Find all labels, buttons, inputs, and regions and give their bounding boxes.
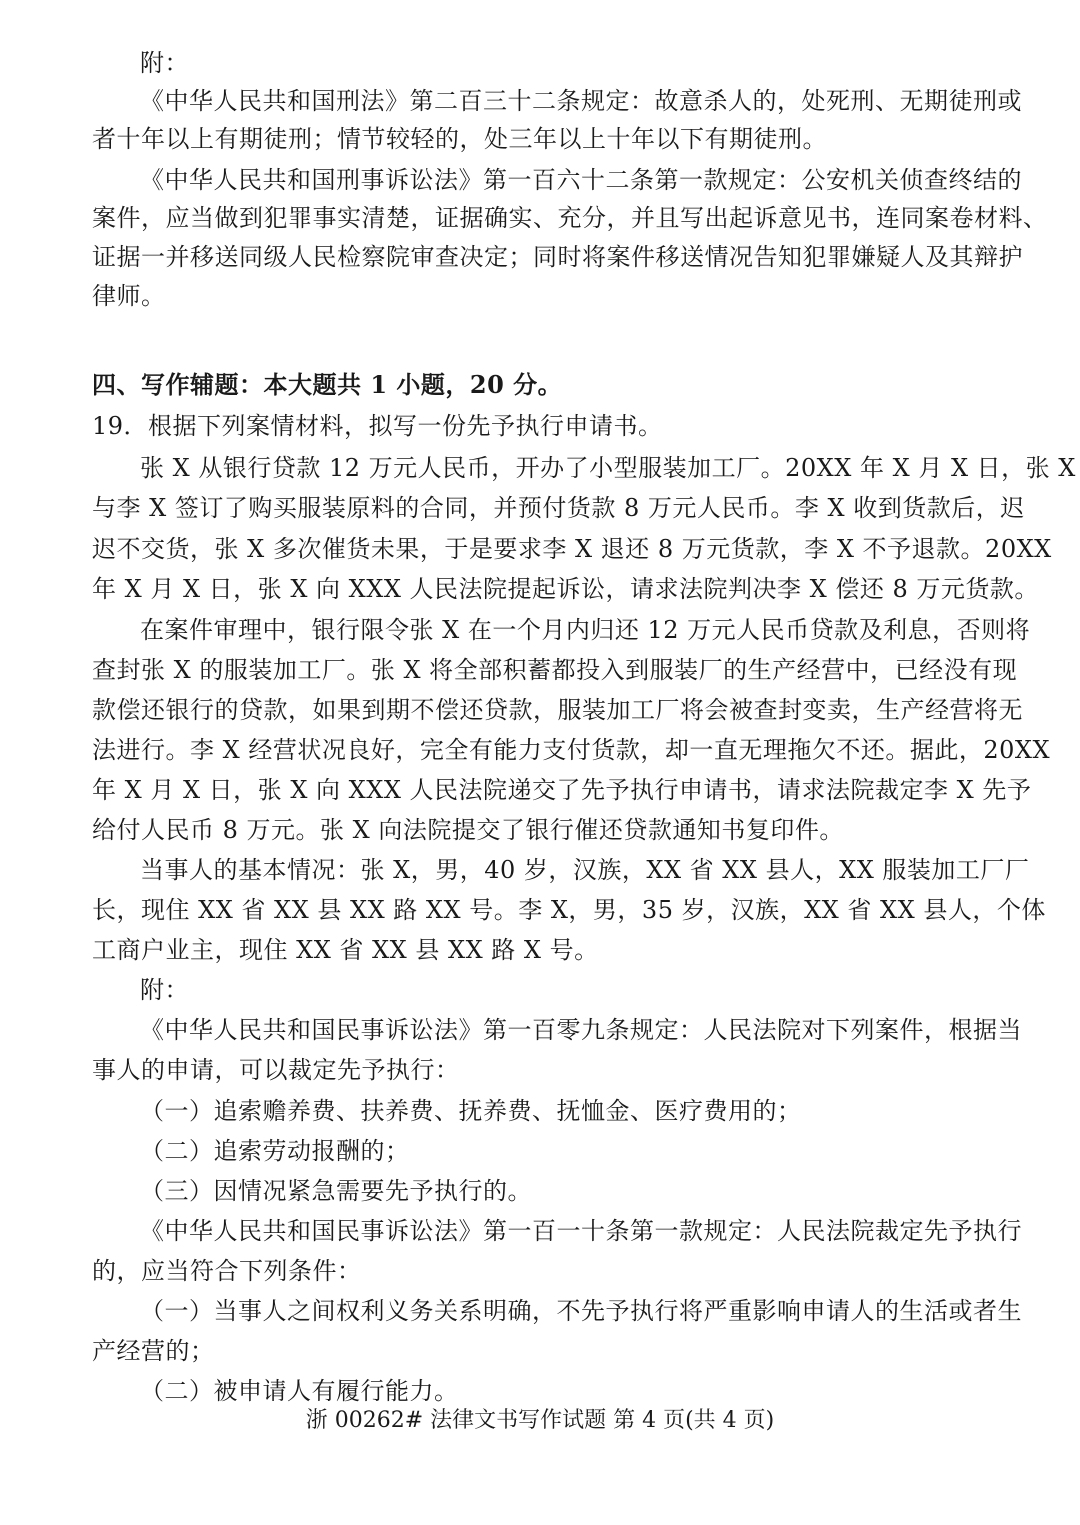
text-line: 年 X 月 X 日，张 X 向 XXX 人民法院递交了先予执行申请书，请求法院裁定李 X 先予 — [92, 776, 1032, 804]
text-line: 《中华人民共和国刑事诉讼法》第一百六十二条第一款规定：公安机关侦查终结的 — [140, 166, 1022, 194]
list-item: （一）当事人之间权利义务关系明确，不先予执行将严重影响申请人的生活或者生 — [140, 1297, 1022, 1325]
text-line: 与李 X 签订了购买服装原料的合同，并预付货款 8 万元人民币。李 X 收到货款后，迟 — [92, 494, 1025, 522]
text-line: 给付人民币 8 万元。张 X 向法院提交了银行催还贷款通知书复印件。 — [92, 816, 844, 844]
text-line: 年 X 月 X 日，张 X 向 XXX 人民法院提起诉讼，请求法院判决李 X 偿还 8 万元货款。 — [92, 575, 1039, 603]
text-line: 查封张 X 的服装加工厂。张 X 将全部积蓄都投入到服装厂的生产经营中，已经没有现 — [92, 656, 1018, 684]
text-line: 长，现住 XX 省 XX 县 XX 路 XX 号。李 X，男，35 岁，汉族，XX 省 XX 县人，个体 — [92, 896, 1046, 924]
text-line: 者十年以上有期徒刑；情节较轻的，处三年以上十年以下有期徒刑。 — [92, 125, 827, 153]
text-line: 事人的申请，可以裁定先予执行： — [92, 1056, 460, 1084]
text-line: 款偿还银行的贷款，如果到期不偿还贷款，服装加工厂将会被查封变卖，生产经营将无 — [92, 696, 1023, 724]
list-item: （三）因情况紧急需要先予执行的。 — [140, 1177, 532, 1205]
appendix-label: 附： — [140, 49, 189, 77]
list-item: （一）追索赡养费、扶养费、抚养费、抚恤金、医疗费用的； — [140, 1097, 802, 1125]
text-line: 的，应当符合下列条件： — [92, 1257, 362, 1285]
text-line: 证据一并移送同级人民检察院审查决定；同时将案件移送情况告知犯罪嫌疑人及其辩护 — [92, 243, 1023, 271]
question-prompt: 19．根据下列案情材料，拟写一份先予执行申请书。 — [92, 412, 663, 440]
text-line: 产经营的； — [92, 1337, 215, 1365]
appendix-label: 附： — [140, 976, 189, 1004]
text-line: 工商户业主，现住 XX 省 XX 县 XX 路 X 号。 — [92, 936, 599, 964]
text-line: 《中华人民共和国民事诉讼法》第一百零九条规定：人民法院对下列案件，根据当 — [140, 1016, 1022, 1044]
list-item: （二）追索劳动报酬的； — [140, 1137, 410, 1165]
text-line: 案件，应当做到犯罪事实清楚，证据确实、充分，并且写出起诉意见书，连同案卷材料、 — [92, 204, 1048, 232]
list-item: （二）被申请人有履行能力。 — [140, 1377, 459, 1405]
text-line: 当事人的基本情况：张 X，男，40 岁，汉族，XX 省 XX 县人，XX 服装加工厂厂 — [140, 856, 1030, 884]
text-line: 在案件审理中，银行限令张 X 在一个月内归还 12 万元人民币贷款及利息，否则将 — [140, 616, 1031, 644]
text-line: 《中华人民共和国民事诉讼法》第一百一十条第一款规定：人民法院裁定先予执行 — [140, 1217, 1022, 1245]
text-line: 《中华人民共和国刑法》第二百三十二条规定：故意杀人的，处死刑、无期徒刑或 — [140, 87, 1022, 115]
section-heading: 四、写作辅题：本大题共 1 小题，20 分。 — [92, 370, 563, 399]
text-line: 律师。 — [92, 282, 166, 310]
text-line: 张 X 从银行贷款 12 万元人民币，开办了小型服装加工厂。20XX 年 X 月 X 日，张 X — [140, 454, 1076, 482]
text-line: 法进行。李 X 经营状况良好，完全有能力支付货款，却一直无理拖欠不还。据此，20XX — [92, 736, 1051, 764]
page-footer: 浙 00262# 法律文书写作试题 第 4 页(共 4 页) — [305, 1408, 775, 1433]
text-line: 迟不交货，张 X 多次催货未果，于是要求李 X 退还 8 万元货款，李 X 不予退款。20XX — [92, 535, 1052, 563]
